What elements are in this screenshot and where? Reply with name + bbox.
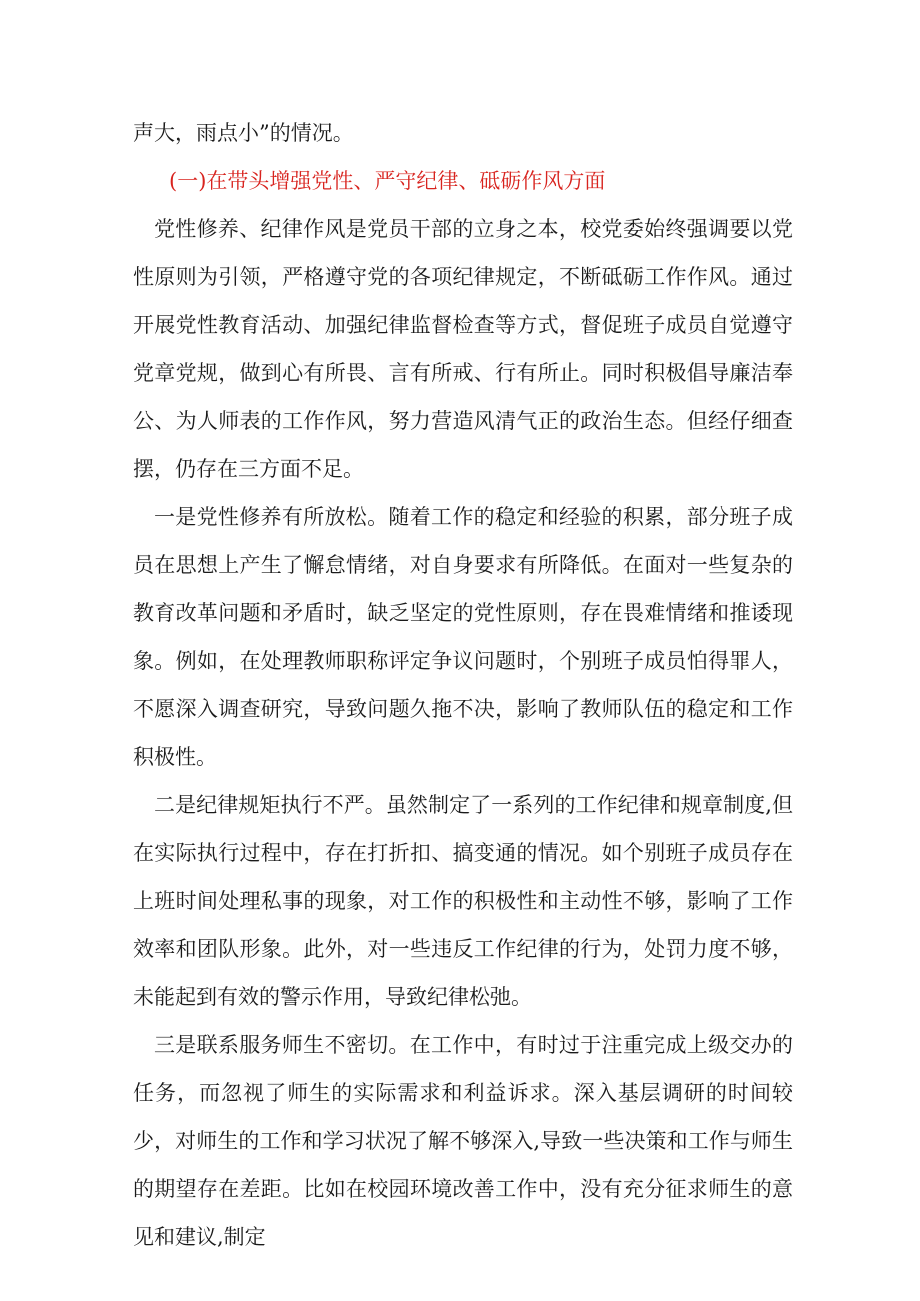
section-heading: (一)在带头增强党性、严守纪律、砥砺作风方面: [169, 169, 606, 193]
paragraph-point-two: 二是纪律规矩执行不严。虽然制定了一系列的工作纪律和规章制度,但在实际执行过程中，存在打折扣、搞变通的情况。如个别班子成员存在上班时间处理私事的现象，对工作的积极性和主动性不够，影响了工作效率和团队形象。此外，对一些违反工作纪律的行为，处罚力度不够，未能起到有效的警示作用，导致纪律松弛。: [133, 793, 793, 1009]
paragraph-point-one: 一是党性修养有所放松。随着工作的稳定和经验的积累，部分班子成员在思想上产生了懈怠情绪，对自身要求有所降低。在面对一些复杂的教育改革问题和矛盾时，缺乏坚定的党性原则，存在畏难情绪和推诿现象。例如，在处理教师职称评定争议问题时，个别班子成员怕得罪人，不愿深入调查研究，导致问题久拖不决，影响了教师队伍的稳定和工作积极性。: [133, 505, 793, 769]
paragraph-party-spirit: 党性修养、纪律作风是党员干部的立身之本，校党委始终强调要以党性原则为引领，严格遵守党的各项纪律规定，不断砥砺工作作风。通过开展党性教育活动、加强纪律监督检查等方式，督促班子成员自觉遵守党章党规，做到心有所畏、言有所戒、行有所止。同时积极倡导廉洁奉公、为人师表的工作作风，努力营造风清气正的政治生态。但经仔细查摆，仍存在三方面不足。: [133, 217, 793, 481]
paragraph-point-three: 三是联系服务师生不密切。在工作中，有时过于注重完成上级交办的任务，而忽视了师生的实际需求和利益诉求。深入基层调研的时间较少，对师生的工作和学习状况了解不够深入,导致一些决策和工作与师生的期望存在差距。比如在校园环境改善工作中，没有充分征求师生的意见和建议,制定: [133, 1033, 793, 1249]
document-body: [133, 109, 793, 1261]
continuation-text: 声大，雨点小”的情况。: [133, 121, 354, 145]
